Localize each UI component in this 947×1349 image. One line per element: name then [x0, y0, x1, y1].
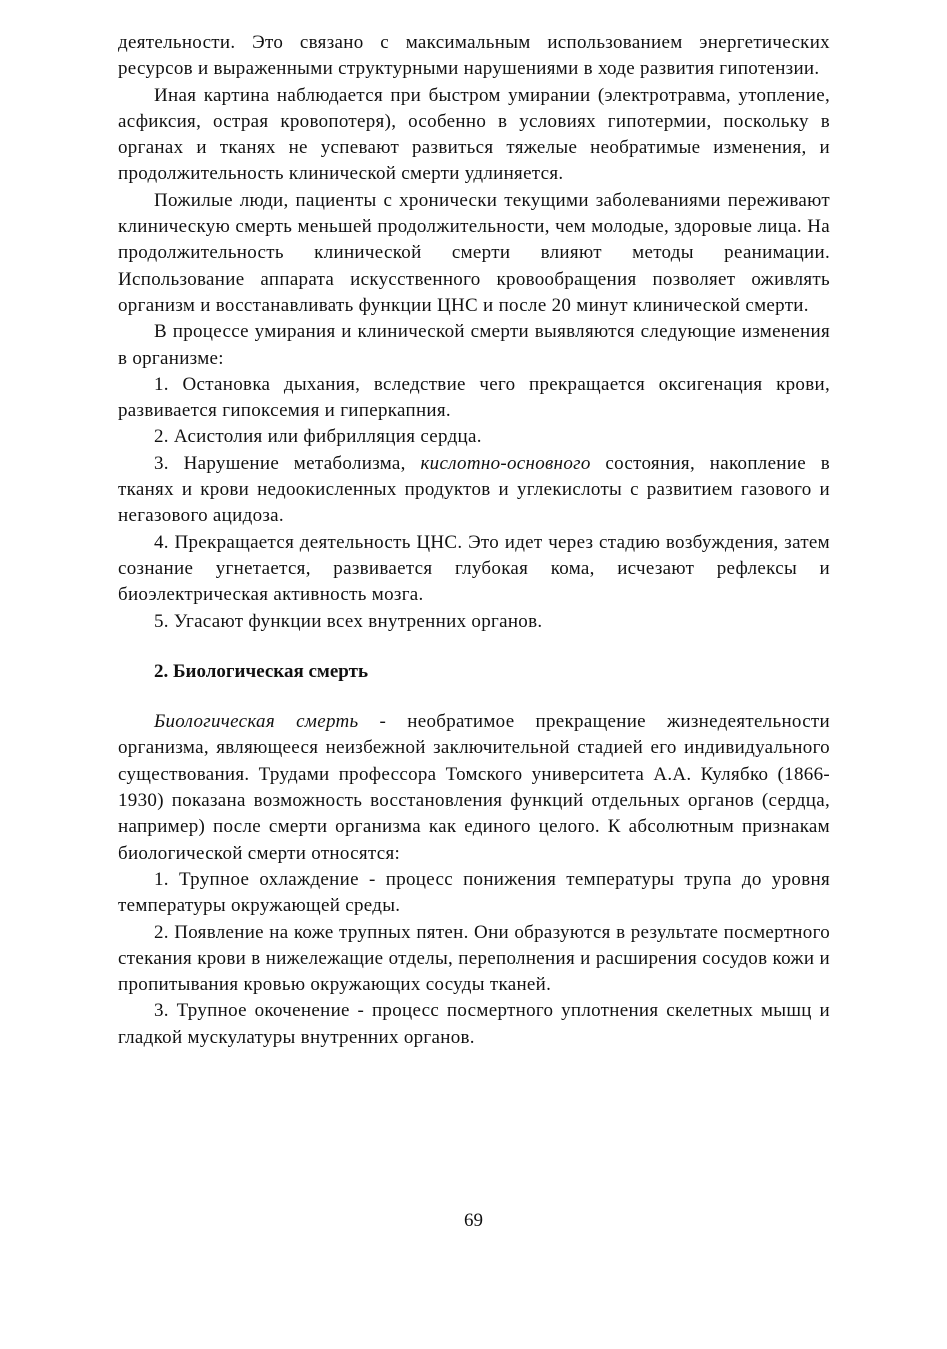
- list-item-cns: 4. Прекращается деятельность ЦНС. Это идет через стадию возбуждения, затем сознание угнетается, развивается глубокая кома, исчезают рефлексы и биоэлектрическая активность мозга.: [118, 531, 830, 606]
- sign-item-cooling: 1. Трупное охлаждение - процесс понижения температуры трупа до уровня температуры окружающей среды.: [118, 868, 830, 917]
- spacer: [118, 635, 830, 659]
- page-body: [118, 30, 830, 1051]
- definition-text: - необратимое прекращение жизнедеятельности организма, являющееся неизбежной заключительной стадией его индивидуального существования. Трудами профессора Томского университета А.А. Кулябко (1866-1930) показана возможность восстановления функций отдельных органов (сердца, например) после смерти организма как единого целого. К абсолютным признакам биологической смерти относятся:: [118, 711, 830, 864]
- paragraph-continuation: деятельности. Это связано с максимальным использованием энергетических ресурсов и выраженными структурными нарушениями в ходе развития гипотензии.: [118, 32, 830, 80]
- term-italic: Биологическая смерть: [154, 711, 359, 733]
- list-item-metabolism-italic: кислотно-основного: [420, 452, 591, 474]
- list-item-asystole: 2. Асистолия или фибрилляция сердца.: [154, 426, 482, 448]
- list-item-metabolism: [118, 451, 830, 530]
- sign-item-rigor: 3. Трупное окоченение - процесс посмертного уплотнения скелетных мышц и гладкой мускулатуры внутренних органов.: [118, 1000, 830, 1048]
- paragraph-elderly: Пожилые люди, пациенты с хронически текущими заболеваниями переживают клиническую смерть меньшей продолжительности, чем молодые, здоровые лица. На продолжительность клинической смерти влияют методы реанимации. Использование аппарата искусственного кровообращения позволяет оживлять организм и восстанавливать функции ЦНС и после 20 минут клинической смерти.: [118, 189, 830, 316]
- page-number: 69: [464, 1210, 483, 1231]
- paragraph-changes-intro: В процессе умирания и клинической смерти выявляются следующие изменения в организме:: [118, 321, 830, 369]
- sign-item-spots: 2. Появление на коже трупных пятен. Они образуются в результате посмертного стекания крови в нижележащие отделы, переполнения и расширения сосудов кожи и пропитывания кровью окружающих сосуды тканей.: [118, 921, 830, 996]
- list-item-metabolism-prefix: 3. Нарушение метаболизма,: [154, 452, 421, 474]
- spacer: [118, 685, 830, 709]
- paragraph-fast-dying: Иная картина наблюдается при быстром умирании (электротравма, утопление, асфиксия, острая кровопотеря), особенно в условиях гипотермии, поскольку в органах и тканях не успевают развиться тяжелые необратимые изменения, и продолжительность клинической смерти удлиняется.: [118, 84, 830, 185]
- list-item-organs: 5. Угасают функции всех внутренних органов.: [154, 610, 543, 632]
- list-item-metabolism-suffix: состояния, накопление в тканях и крови недоокисленных продуктов и углекислоты с развитием газового и негазового ацидоза.: [118, 452, 831, 527]
- paragraph-biological-death: [118, 709, 830, 867]
- list-item-breathing: 1. Остановка дыхания, вследствие чего прекращается оксигенация крови, развивается гипоксемия и гиперкапния.: [118, 373, 830, 422]
- section-heading: 2. Биологическая смерть: [154, 660, 369, 682]
